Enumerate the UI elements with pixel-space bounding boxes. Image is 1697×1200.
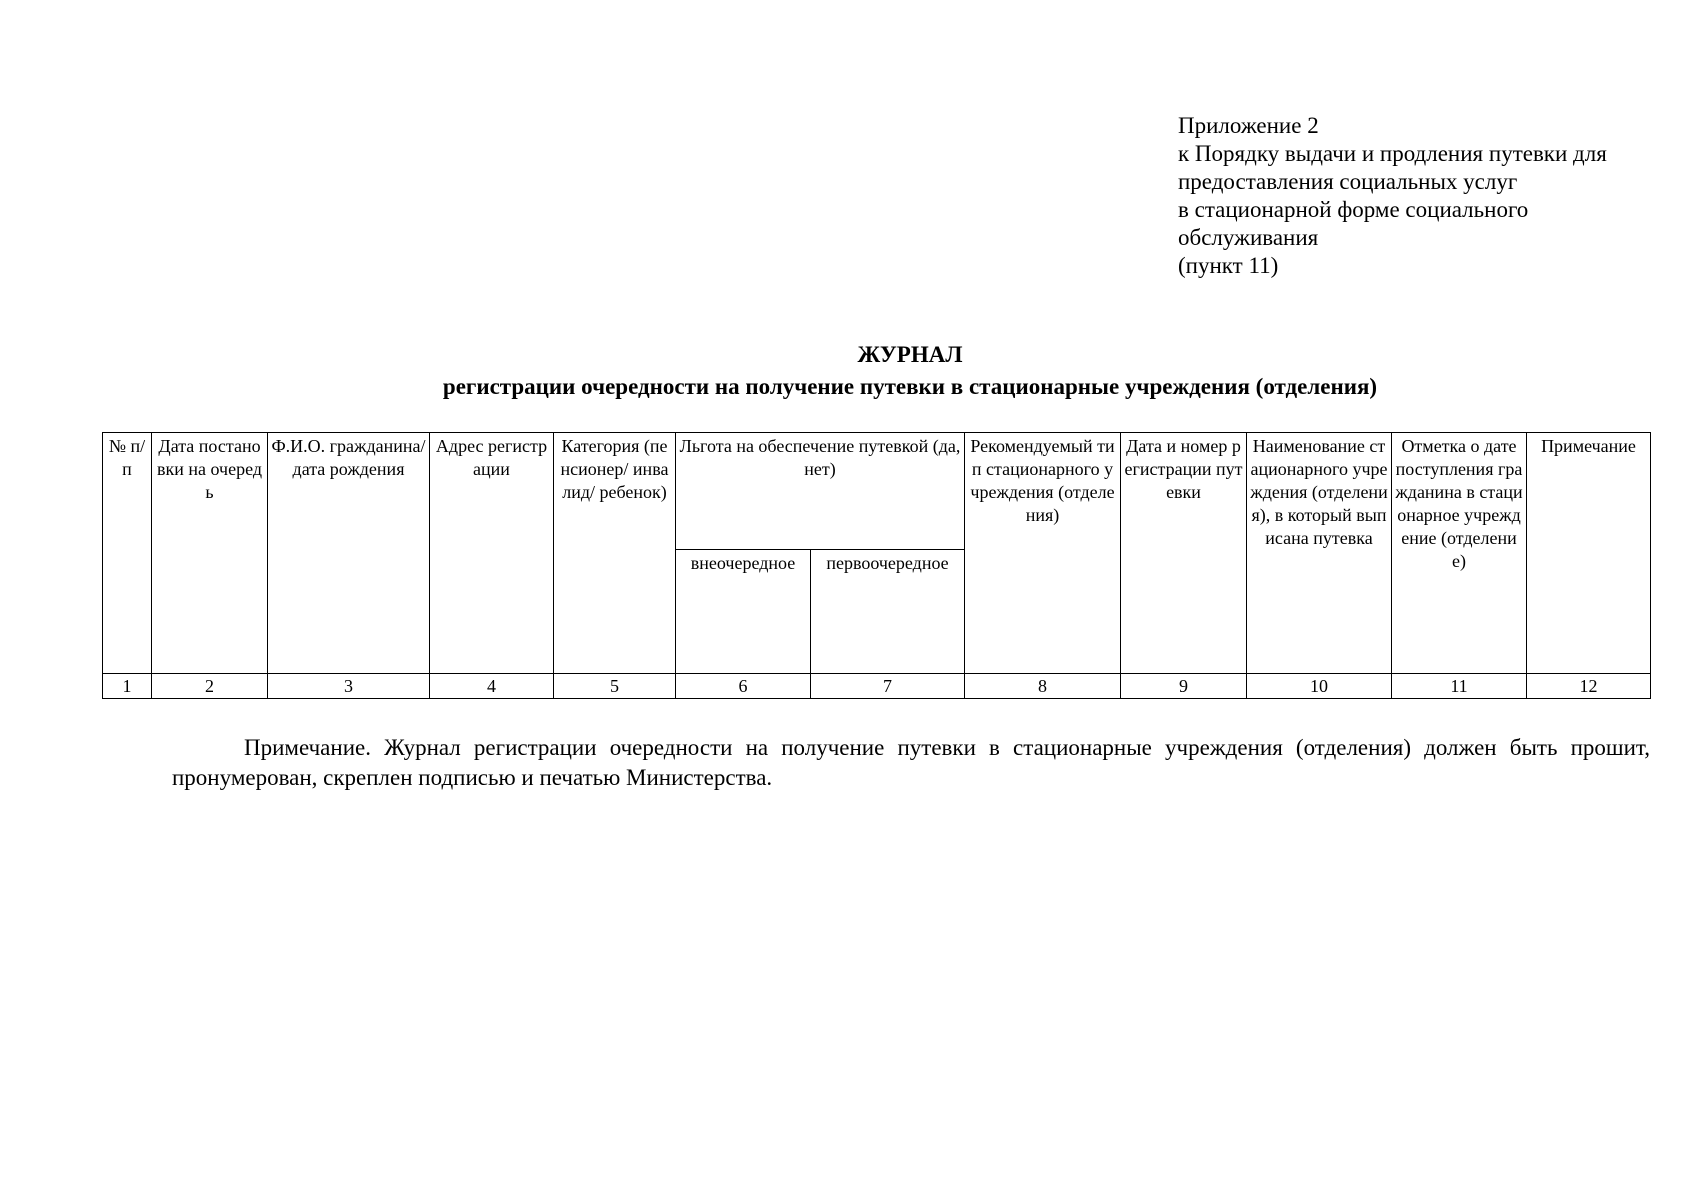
appendix-line: в стационарной форме социального [1178,197,1529,222]
header-voucher-registration: Дата и номер регистрации путевки [1121,433,1247,674]
header-address: Адрес регистрации [430,433,554,674]
column-number: 3 [268,674,430,699]
header-remarks: Примечание [1527,433,1651,674]
header-institution-name: Наименование стационарного учреждения (отделения), в который выписана путевка [1247,433,1392,674]
registration-journal-table [102,432,1651,699]
column-number: 12 [1527,674,1651,699]
column-number: 8 [965,674,1121,699]
subheader-extraordinary: внеочередное [676,550,811,674]
column-number: 2 [152,674,268,699]
column-number: 4 [430,674,554,699]
title-journal: ЖУРНАЛ [857,342,963,367]
column-number: 11 [1392,674,1527,699]
column-number: 10 [1247,674,1392,699]
header-queue-date: Дата постановки на очередь [152,433,268,674]
column-number: 1 [103,674,152,699]
header-recommended-type: Рекомендуемый тип стационарного учреждения (отделения) [965,433,1121,674]
document-title [100,339,1697,403]
header-benefit: Льгота на обеспечение путевкой (да, нет) [676,433,965,550]
appendix-line: к Порядку выдачи и продления путевки для [1178,141,1607,166]
title-subtitle: регистрации очередности на получение путевки в стационарные учреждения (отделения) [442,374,1378,399]
journal-note: Примечание. Журнал регистрации очередности на получение путевки в стационарные учреждения (отделения) должен быть прошит, пронумерован, скреплен подписью и печатью Министерства. [172,735,1650,790]
appendix-line: (пункт 11) [1178,253,1279,278]
appendix-line: предоставления социальных услуг [1178,169,1518,194]
column-number: 9 [1121,674,1247,699]
column-number: 7 [811,674,965,699]
subheader-priority: первоочередное [811,550,965,674]
column-number: 5 [554,674,676,699]
header-category: Категория (пенсионер/ инвалид/ ребенок) [554,433,676,674]
header-number: № п/п [103,433,152,674]
header-admission-mark: Отметка о дате поступления гражданина в стационарное учреждение (отделение) [1392,433,1527,674]
appendix-line: Приложение 2 [1178,113,1319,138]
header-full-name: Ф.И.О. гражданина/дата рождения [268,433,430,674]
appendix-line: обслуживания [1178,225,1319,250]
column-number: 6 [676,674,811,699]
appendix-reference [1178,112,1658,280]
